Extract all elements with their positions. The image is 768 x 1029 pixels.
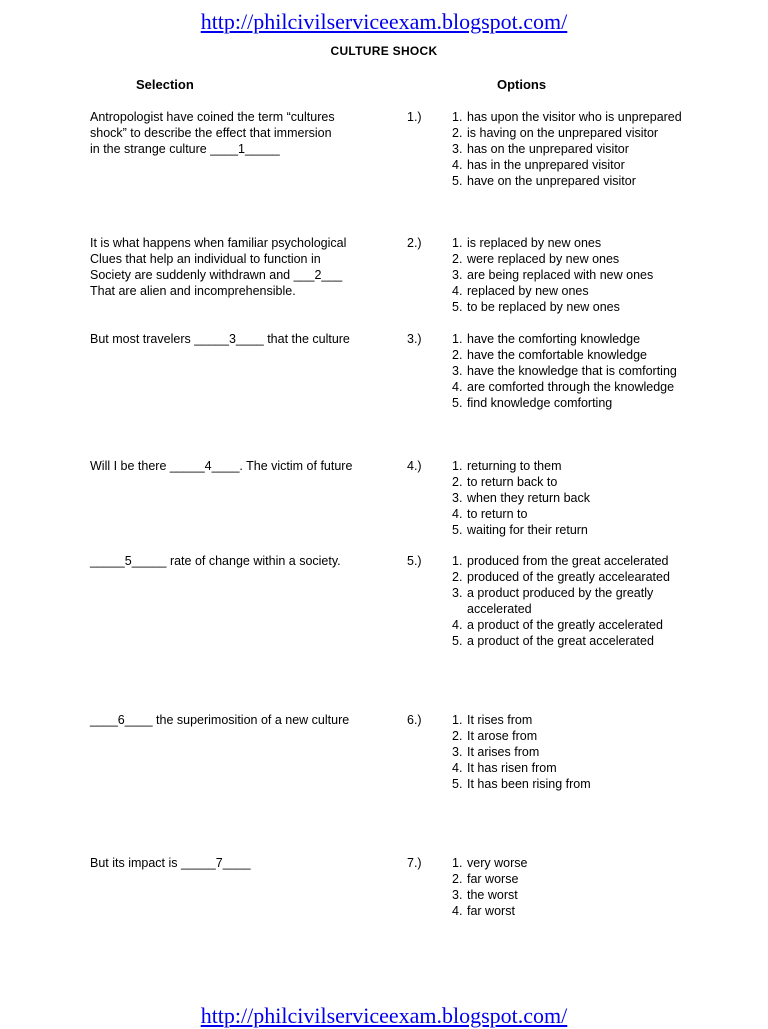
option-text: has in the unprepared visitor [467, 158, 625, 172]
option-number: 2. [452, 475, 463, 489]
option-item [452, 157, 702, 173]
question-text: ____6____ the superimosition of a new culture [90, 713, 350, 727]
question-text: Will I be there _____4____. The victim of future [90, 459, 353, 473]
option-text: produced from the great accelerated [467, 554, 669, 568]
option-item [452, 712, 702, 728]
option-list [452, 109, 702, 189]
option-item [452, 458, 702, 474]
option-number: 2. [452, 126, 463, 140]
option-text: far worse [467, 872, 519, 886]
option-text: is replaced by new ones [467, 236, 602, 250]
option-text: have the knowledge that is comforting [467, 364, 677, 378]
option-number: 4. [452, 380, 463, 394]
option-text: the worst [467, 888, 518, 902]
option-item [452, 267, 702, 283]
question-text: It is what happens when familiar psychological Clues that help an individual to function in Society are suddenly withdrawn and ___2___ That are alien and incomprehensible. [90, 236, 347, 298]
document-title: CULTURE SHOCK [330, 44, 438, 58]
option-number: 2. [452, 570, 463, 584]
option-item [452, 522, 702, 538]
option-number: 4. [452, 761, 463, 775]
option-number: 3. [452, 491, 463, 505]
option-text: very worse [467, 856, 528, 870]
option-number: 1. [452, 332, 463, 346]
option-item [452, 633, 702, 649]
option-number: 4. [452, 507, 463, 521]
option-item [452, 109, 702, 125]
option-text: have the comforting knowledge [467, 332, 641, 346]
option-text: far worst [467, 904, 515, 918]
option-text: It arose from [467, 729, 538, 743]
option-list [452, 855, 702, 919]
option-number: 1. [452, 554, 463, 568]
option-text: have on the unprepared visitor [467, 174, 636, 188]
option-item [452, 395, 702, 411]
question-number: 2.) [407, 236, 422, 250]
option-item [452, 474, 702, 490]
option-item [452, 363, 702, 379]
option-item [452, 585, 702, 617]
option-text: produced of the greatly accelearated [467, 570, 670, 584]
option-number: 1. [452, 110, 463, 124]
option-text: a product of the greatly accelerated [467, 618, 663, 632]
option-list [452, 712, 702, 792]
option-text: have the comfortable knowledge [467, 348, 647, 362]
option-number: 5. [452, 523, 463, 537]
option-number: 3. [452, 364, 463, 378]
question-number: 3.) [407, 332, 422, 346]
option-text: are being replaced with new ones [467, 268, 654, 282]
option-number: 1. [452, 713, 463, 727]
option-item [452, 887, 702, 903]
option-number: 1. [452, 459, 463, 473]
option-text: It arises from [467, 745, 540, 759]
option-item [452, 331, 702, 347]
option-number: 4. [452, 904, 463, 918]
option-number: 2. [452, 348, 463, 362]
option-text: waiting for their return [467, 523, 588, 537]
option-text: are comforted through the knowledge [467, 380, 675, 394]
question-number: 1.) [407, 110, 422, 124]
option-item [452, 871, 702, 887]
option-number: 3. [452, 586, 463, 600]
question-number: 6.) [407, 713, 422, 727]
option-number: 5. [452, 300, 463, 314]
option-number: 5. [452, 396, 463, 410]
option-text: It rises from [467, 713, 533, 727]
question-text: But most travelers _____3____ that the culture [90, 332, 350, 346]
option-text: a product of the great accelerated [467, 634, 654, 648]
option-item [452, 283, 702, 299]
option-item [452, 855, 702, 871]
option-number: 3. [452, 142, 463, 156]
option-text: a product produced by the greatly accelerated [467, 586, 654, 616]
option-text: to return to [467, 507, 528, 521]
option-list [452, 331, 702, 411]
option-item [452, 506, 702, 522]
option-item [452, 553, 702, 569]
option-number: 2. [452, 729, 463, 743]
question-number: 7.) [407, 856, 422, 870]
option-text: were replaced by new ones [467, 252, 620, 266]
option-item [452, 173, 702, 189]
option-item [452, 125, 702, 141]
option-item [452, 141, 702, 157]
option-text: has upon the visitor who is unprepared [467, 110, 682, 124]
option-text: to return back to [467, 475, 558, 489]
option-number: 4. [452, 158, 463, 172]
question-number: 4.) [407, 459, 422, 473]
option-number: 4. [452, 618, 463, 632]
option-text: returning to them [467, 459, 562, 473]
option-item [452, 251, 702, 267]
option-number: 1. [452, 856, 463, 870]
option-item [452, 776, 702, 792]
option-number: 4. [452, 284, 463, 298]
option-item [452, 347, 702, 363]
bottom-site-link[interactable]: http://philcivilserviceexam.blogspot.com/ [200, 1003, 568, 1028]
option-item [452, 569, 702, 585]
option-number: 2. [452, 872, 463, 886]
option-item [452, 744, 702, 760]
option-item [452, 299, 702, 315]
option-text: has on the unprepared visitor [467, 142, 629, 156]
question-text: But its impact is _____7____ [90, 856, 251, 870]
option-item [452, 379, 702, 395]
option-item [452, 490, 702, 506]
option-item [452, 760, 702, 776]
option-number: 5. [452, 634, 463, 648]
option-text: is having on the unprepared visitor [467, 126, 659, 140]
option-item [452, 903, 702, 919]
option-list [452, 553, 702, 649]
option-number: 5. [452, 777, 463, 791]
option-number: 3. [452, 268, 463, 282]
option-text: find knowledge comforting [467, 396, 613, 410]
option-text: replaced by new ones [467, 284, 589, 298]
option-number: 2. [452, 252, 463, 266]
option-item [452, 728, 702, 744]
options-column-heading: Options [497, 77, 547, 92]
option-number: 3. [452, 745, 463, 759]
option-text: to be replaced by new ones [467, 300, 620, 314]
question-text: Antropologist have coined the term “cultures shock” to describe the effect that immersion in the strange culture ____1_____ [90, 110, 335, 156]
option-number: 3. [452, 888, 463, 902]
question-number: 5.) [407, 554, 422, 568]
top-site-link[interactable]: http://philcivilserviceexam.blogspot.com/ [200, 9, 568, 34]
option-number: 1. [452, 236, 463, 250]
option-number: 5. [452, 174, 463, 188]
option-item [452, 235, 702, 251]
selection-column-heading: Selection [136, 77, 194, 92]
option-item [452, 617, 702, 633]
option-list [452, 458, 702, 538]
option-text: It has risen from [467, 761, 557, 775]
option-text: It has been rising from [467, 777, 591, 791]
option-list [452, 235, 702, 315]
option-text: when they return back [467, 491, 590, 505]
question-text: _____5_____ rate of change within a society. [90, 554, 341, 568]
